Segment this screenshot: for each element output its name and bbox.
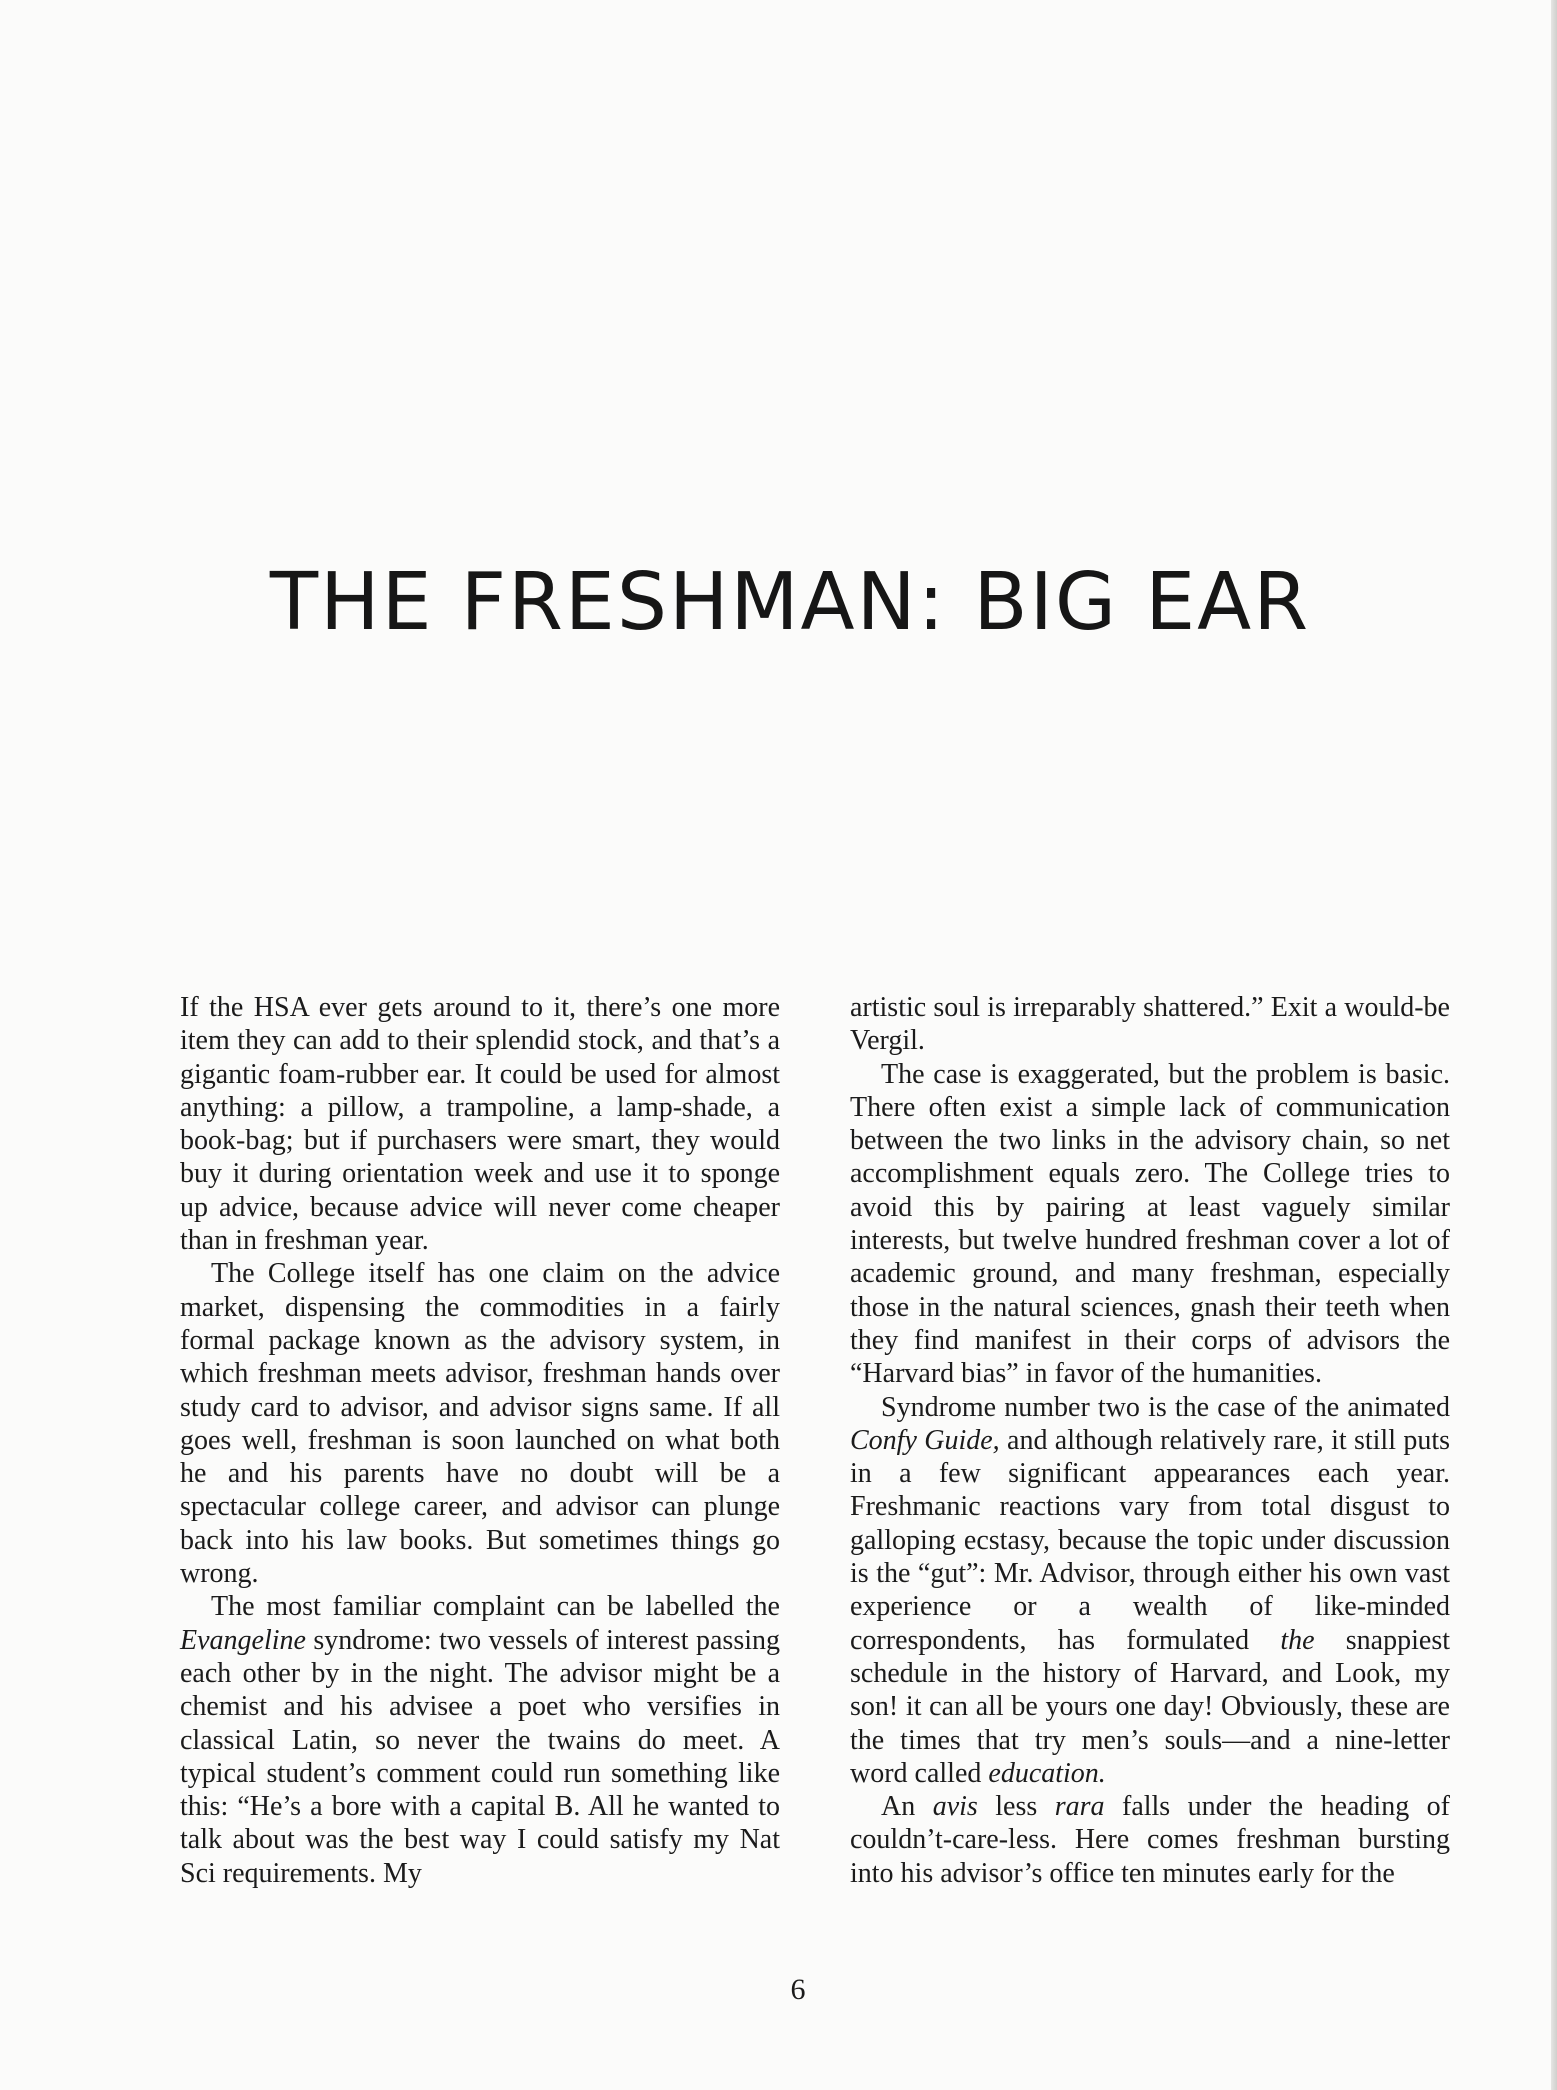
text-span: and although relatively rare, it still puts in a few significant appearances each year. Freshmanic reactions vary from total disgust to galloping ecstasy, because the topic under discussion is the “gut”: Mr. Advisor, through either his own vast experience or a wealth of like-minded correspondents, has formulated — [850, 1424, 1451, 1656]
paragraph — [850, 1391, 1450, 1791]
text-span: falls under the heading of couldn’t-care-less. Here comes freshman bursting into his advisor’s office ten minutes early for the — [850, 1791, 1450, 1889]
italic-text: rara — [1054, 1791, 1105, 1823]
italic-text: avis — [932, 1791, 978, 1823]
text-span: The College itself has one claim on the advice market, dispensing the commodities in a fairly formal package known as the advisory system, in which freshman meets advisor, freshman hands over study card to advisor, and advisor signs same. If all goes well, freshman is soon launched on what both he and his parents have no doubt will be a spectacular college career, and advisor can plunge back into his law books. But sometimes things go wrong. — [180, 1258, 780, 1590]
italic-text: Confy Guide, — [850, 1424, 1000, 1456]
page-title: THE FRESHMAN: BIG EAR — [269, 556, 1311, 648]
text-span: Syndrome number two is the case of the animated — [881, 1391, 1450, 1423]
italic-text: the — [1280, 1624, 1315, 1656]
text-span: The most familiar complaint can be labelled the — [211, 1591, 780, 1623]
paragraph — [180, 1257, 780, 1590]
paragraph — [180, 1590, 780, 1890]
paragraph: If the HSA ever gets around to it, there’s one more item they can add to their splendid stock, and that’s a gigantic foam-rubber ear. It could be used for almost anything: a pillow, a trampoline, a lamp-shade, a book-bag; but if purchasers were smart, they would buy it during orientation week and use it to sponge up advice, because advice will never come cheaper than in freshman year. — [180, 992, 780, 1257]
page-edge — [1551, 0, 1557, 2090]
text-span: snappiest schedule in the history of Harvard, and Look, my son! it can all be yours one day! Obviously, these are the times that try men’s souls—and a nine-letter word called — [850, 1624, 1450, 1789]
italic-text: Evangeline — [180, 1624, 306, 1656]
text-span: An — [881, 1791, 933, 1823]
left-column — [180, 991, 780, 1890]
right-column — [850, 991, 1450, 1890]
text-span: less — [977, 1791, 1055, 1823]
text-span: syndrome: two vessels of interest passing each other by in the night. The advisor might be a chemist and his advisee a poet who versifies in classical Latin, so never the twains do meet. A typical student’s comment could run something like this: “He’s a bore with a capital B. All he wanted to talk about was the best way I could satisfy my Nat Sci requirements. My — [180, 1624, 780, 1889]
page-number: 6 — [790, 1973, 806, 2006]
italic-text: education. — [988, 1757, 1106, 1789]
paragraph — [850, 1790, 1450, 1890]
paragraph: artistic soul is irreparably shattered.” Exit a would-be Vergil. — [850, 992, 1450, 1057]
paragraph: The case is exaggerated, but the problem is basic. There often exist a simple lack of communication between the two links in the advisory chain, so net accomplishment equals zero. The College tries to avoid this by pairing at least vaguely similar interests, but twelve hundred freshman cover a lot of academic ground, and many freshman, especially those in the natural sciences, gnash their teeth when they find manifest in their corps of advisors the “Harvard bias” in favor of the humanities. — [850, 1058, 1450, 1390]
